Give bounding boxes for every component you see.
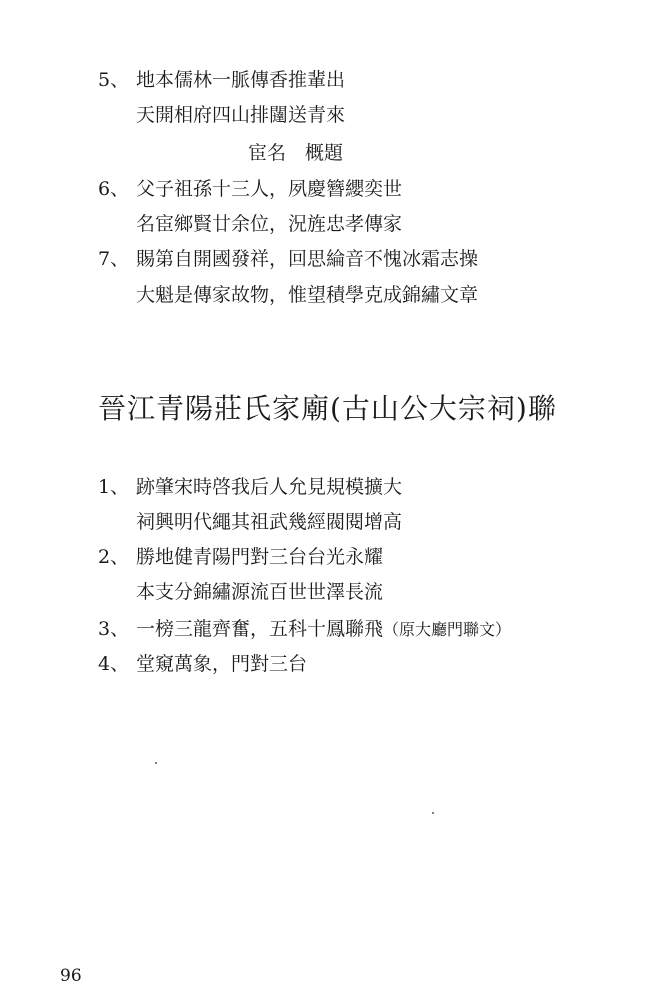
couplet-3	[98, 617, 511, 642]
couplet-text: 地本儒林一脈傳香推輩出	[136, 69, 346, 91]
couplet-6-line-2: 名宦鄉賢廿余位，況旌忠孝傳家	[136, 213, 403, 235]
section-heading: 晉江青陽莊氏家廟(古山公大宗祠)聯	[98, 392, 557, 425]
couplet-2-line-2: 本支分錦繡源流百世世澤長流	[136, 581, 384, 603]
item-number: 3、	[98, 618, 130, 640]
scan-speck	[432, 812, 434, 814]
couplet-text: 父子祖孫十三人，夙慶簪纓奕世	[136, 178, 403, 200]
couplet-text: 賜第自開國發祥，回思綸音不愧冰霜志操	[136, 248, 479, 270]
page-number: 96	[60, 966, 82, 986]
couplet-text: 一榜三龍齊奮，五科十鳳聯飛	[136, 618, 384, 640]
scan-speck	[155, 762, 157, 764]
couplet-note: （原大廳門聯文）	[383, 620, 512, 639]
couplet-4	[98, 652, 307, 676]
attribution-label: 宦名 概題	[248, 142, 344, 164]
item-number: 2、	[98, 546, 130, 568]
couplet-7-line-1	[98, 247, 478, 271]
item-number: 1、	[98, 476, 130, 498]
couplet-7-line-2: 大魁是傳家故物，惟望積學克成錦繡文章	[136, 284, 479, 306]
item-number: 6、	[98, 178, 130, 200]
couplet-1-line-1	[98, 475, 402, 499]
couplet-1-line-2: 祠興明代繩其祖武幾經閥閱增高	[136, 511, 403, 533]
couplet-text: 堂窺萬象，門對三台	[136, 653, 308, 675]
couplet-6-line-1	[98, 177, 402, 201]
couplet-2-line-1	[98, 545, 383, 569]
item-number: 4、	[98, 653, 130, 675]
couplet-5-line-2: 天開相府四山排闥送青來	[136, 104, 346, 126]
item-number: 7、	[98, 248, 130, 270]
couplet-text: 跡肇宋時啓我后人允見規模擴大	[136, 476, 403, 498]
couplet-5-line-1	[98, 68, 345, 92]
couplet-text: 勝地健青陽門對三台台光永耀	[136, 546, 384, 568]
item-number: 5、	[98, 69, 130, 91]
